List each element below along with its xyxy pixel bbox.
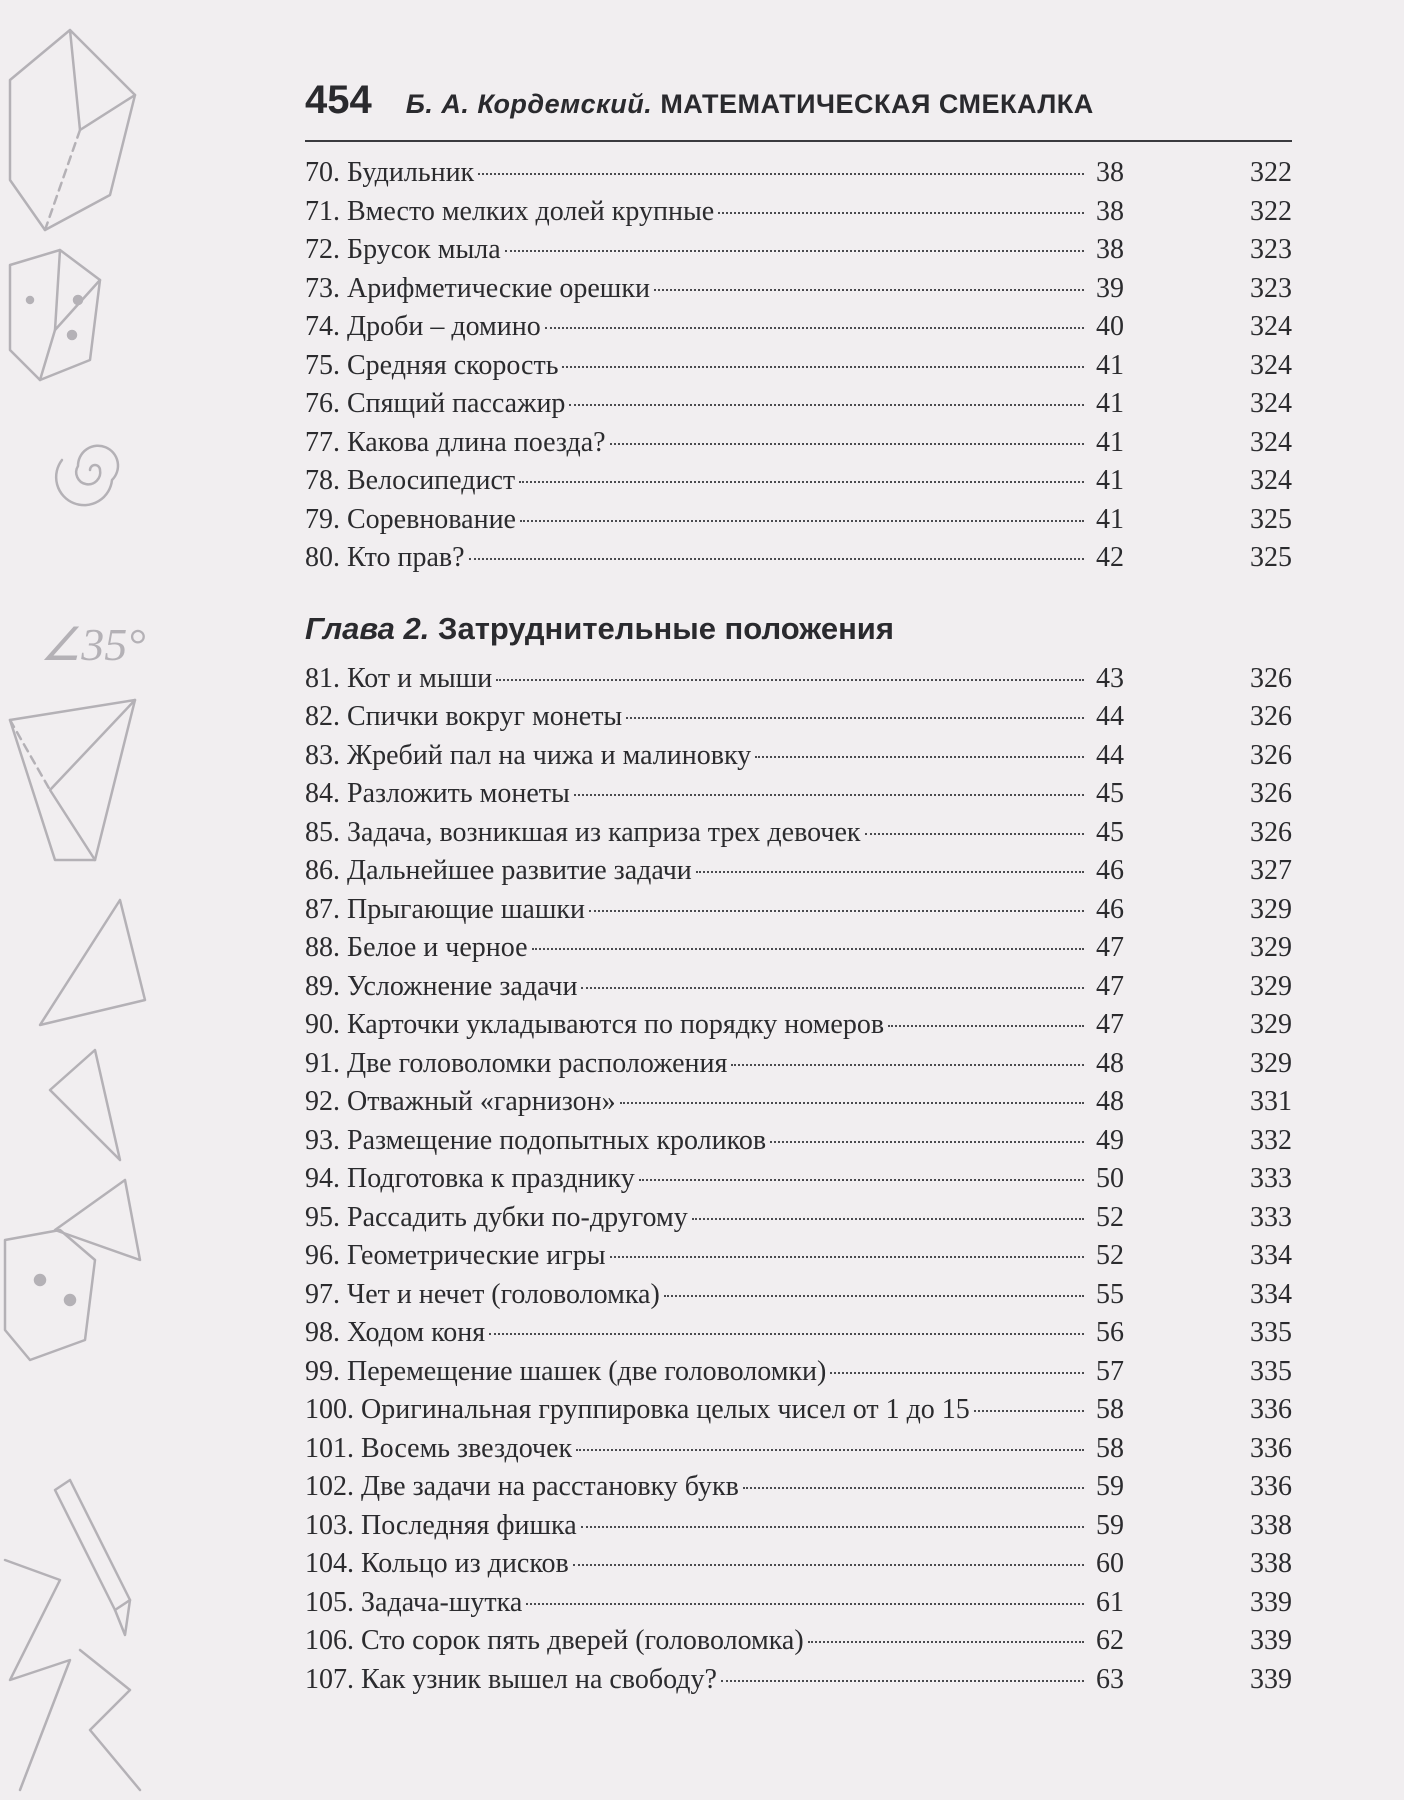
answer-page-ref: 324 [1250, 311, 1292, 342]
page-ref: 47 [1096, 932, 1124, 963]
entry-title: 96. Геометрические игры [305, 1240, 606, 1271]
running-title [406, 89, 1094, 120]
page-ref: 58 [1096, 1432, 1124, 1464]
page-ref: 44 [1096, 701, 1124, 732]
dot-leader [692, 1218, 1084, 1220]
entry-title: 79. Соревнование [305, 503, 516, 535]
answer-page-ref: 322 [1250, 157, 1292, 188]
answer-page-ref: 329 [1250, 1009, 1292, 1040]
dot-leader [496, 679, 1084, 681]
dot-leader [639, 1179, 1084, 1181]
answer-page-ref: 339 [1250, 1586, 1292, 1618]
triangle-icon [40, 900, 145, 1260]
dot-leader [469, 558, 1084, 560]
dot-leader [489, 1333, 1084, 1335]
pyramid-icon [10, 700, 135, 860]
page-ref: 52 [1096, 1240, 1124, 1271]
dot-leader [573, 1564, 1084, 1566]
answer-page-ref: 325 [1250, 503, 1292, 535]
answer-page-ref: 329 [1250, 970, 1292, 1002]
answer-page-ref: 326 [1250, 701, 1292, 732]
answer-page-ref: 324 [1250, 388, 1292, 419]
entry-title: 84. Разложить монеты [305, 778, 570, 809]
page-ref: 63 [1096, 1663, 1124, 1695]
page-ref: 57 [1096, 1355, 1124, 1387]
author-name: Б. А. Кордемский. [405, 89, 653, 119]
toc-entry [305, 852, 1292, 891]
dot-leader [626, 717, 1084, 719]
running-header [305, 78, 1292, 142]
dot-leader [545, 327, 1084, 329]
answer-page-ref: 331 [1250, 1086, 1292, 1117]
answer-page-ref: 322 [1250, 195, 1292, 227]
entry-title: 70. Будильник [305, 157, 475, 188]
page-ref: 41 [1096, 503, 1124, 535]
page-ref: 41 [1096, 426, 1124, 458]
answer-page-ref: 335 [1250, 1317, 1292, 1348]
page-ref: 46 [1096, 893, 1124, 925]
entry-title: 91. Две головоломки расположения [305, 1047, 728, 1079]
dot-leader [721, 1680, 1084, 1682]
answer-page-ref: 338 [1250, 1548, 1292, 1579]
toc-entry [305, 308, 1292, 347]
dot-leader [520, 520, 1084, 522]
page-ref: 41 [1096, 349, 1124, 381]
lightning-icon [5, 1560, 140, 1790]
toc-entry [305, 1584, 1292, 1623]
dot-leader [770, 1141, 1084, 1143]
toc-entry [305, 1314, 1292, 1353]
dot-leader [532, 948, 1085, 950]
entry-title: 72. Брусок мыла [305, 234, 501, 265]
entry-title: 100. Оригинальная группировка целых чисел от 1 до 15 [305, 1394, 970, 1425]
toc-entry [305, 1006, 1292, 1045]
page-ref: 41 [1096, 388, 1124, 419]
entry-title: 81. Кот и мыши [305, 662, 493, 694]
dot-leader [581, 1526, 1084, 1528]
page-ref: 38 [1096, 157, 1124, 188]
page-number: 454 [305, 78, 372, 122]
toc-entry [305, 424, 1292, 463]
angle-label: ∠35° [40, 619, 146, 670]
toc-entry [305, 775, 1292, 814]
toc-entry [305, 968, 1292, 1007]
entry-title: 97. Чет и нечет (головоломка) [305, 1278, 660, 1310]
entry-title: 71. Вместо мелких долей крупные [305, 195, 715, 227]
entry-title: 89. Усложнение задачи [305, 970, 578, 1002]
page-ref: 52 [1096, 1201, 1124, 1233]
entry-title: 102. Две задачи на расстановку букв [305, 1471, 739, 1502]
answer-page-ref: 326 [1250, 739, 1292, 771]
dot-leader [731, 1064, 1084, 1066]
cube-icon [10, 30, 135, 230]
dot-leader [562, 366, 1084, 368]
entry-title: 104. Кольцо из дисков [305, 1548, 569, 1579]
entry-title: 99. Перемещение шашек (две головоломки) [305, 1355, 827, 1387]
entry-title: 73. Арифметические орешки [305, 272, 650, 304]
answer-page-ref: 333 [1250, 1163, 1292, 1194]
toc-entry [305, 1083, 1292, 1122]
toc-entry [305, 231, 1292, 270]
answer-page-ref: 334 [1250, 1240, 1292, 1271]
answer-page-ref: 329 [1250, 932, 1292, 963]
page-ref: 45 [1096, 778, 1124, 809]
toc-entry [305, 1391, 1292, 1430]
answer-page-ref: 324 [1250, 426, 1292, 458]
answer-page-ref: 336 [1250, 1394, 1292, 1425]
entry-title: 90. Карточки укладываются по порядку номеров [305, 1009, 885, 1040]
page-ref: 38 [1096, 195, 1124, 227]
entry-title: 74. Дроби – домино [305, 311, 541, 342]
dot-leader [888, 1025, 1084, 1027]
answer-page-ref: 339 [1250, 1625, 1292, 1656]
answer-page-ref: 327 [1250, 855, 1292, 886]
page-ref: 55 [1096, 1278, 1124, 1310]
answer-page-ref: 334 [1250, 1278, 1292, 1310]
entry-title: 82. Спички вокруг монеты [305, 701, 623, 732]
answer-page-ref: 325 [1250, 542, 1292, 573]
toc-entry [305, 891, 1292, 930]
answer-page-ref: 333 [1250, 1201, 1292, 1233]
dot-leader [696, 871, 1084, 873]
entry-title: 88. Белое и черное [305, 932, 528, 963]
answer-page-ref: 323 [1250, 272, 1292, 304]
chapter-heading [305, 608, 1292, 650]
entry-title: 92. Отважный «гарнизон» [305, 1086, 616, 1117]
dot-leader [610, 443, 1084, 445]
page-ref: 40 [1096, 311, 1124, 342]
toc-entry [305, 501, 1292, 540]
page-ref: 39 [1096, 272, 1124, 304]
dot-leader [569, 404, 1084, 406]
page-ref: 47 [1096, 1009, 1124, 1040]
toc-entry [305, 154, 1292, 193]
entry-title: 107. Как узник вышел на свободу? [305, 1663, 717, 1695]
dot-leader [620, 1102, 1084, 1104]
toc-entry [305, 1545, 1292, 1584]
toc-entry [305, 660, 1292, 699]
dot-leader [519, 481, 1084, 483]
chapter-title: Затруднительные положения [438, 610, 894, 646]
entry-title: 95. Рассадить дубки по-другому [305, 1201, 688, 1233]
page-ref: 62 [1096, 1625, 1124, 1656]
toc-entry [305, 1430, 1292, 1469]
toc-entry [305, 1199, 1292, 1238]
entry-title: 75. Средняя скорость [305, 349, 559, 381]
toc-entry [305, 1276, 1292, 1315]
toc-list [305, 154, 1292, 578]
dot-leader [581, 987, 1084, 989]
dot-leader [974, 1410, 1084, 1412]
toc-entry [305, 1160, 1292, 1199]
dice-icon [5, 1230, 95, 1360]
entry-title: 98. Ходом коня [305, 1317, 486, 1348]
toc-entry [305, 193, 1292, 232]
answer-page-ref: 326 [1250, 778, 1292, 809]
dice-icon [10, 250, 100, 380]
answer-page-ref: 326 [1250, 816, 1292, 848]
answer-page-ref: 323 [1250, 234, 1292, 265]
spiral-icon [56, 446, 118, 505]
toc-entry [305, 737, 1292, 776]
dot-leader [505, 250, 1084, 252]
book-title: МАТЕМАТИЧЕСКАЯ СМЕКАЛКА [660, 89, 1094, 119]
entry-title: 85. Задача, возникшая из каприза трех девочек [305, 816, 861, 848]
page-ref: 56 [1096, 1317, 1124, 1348]
entry-title: 80. Кто прав? [305, 542, 465, 573]
answer-page-ref: 324 [1250, 465, 1292, 496]
page-ref: 43 [1096, 662, 1124, 694]
page-ref: 60 [1096, 1548, 1124, 1579]
toc-entry [305, 1661, 1292, 1700]
answer-page-ref: 335 [1250, 1355, 1292, 1387]
answer-page-ref: 336 [1250, 1432, 1292, 1464]
toc-entry [305, 1045, 1292, 1084]
entry-title: 76. Спящий пассажир [305, 388, 566, 419]
page-ref: 44 [1096, 739, 1124, 771]
toc-entry [305, 1237, 1292, 1276]
page-ref: 46 [1096, 855, 1124, 886]
entry-title: 77. Какова длина поезда? [305, 426, 606, 458]
dot-leader [574, 794, 1084, 796]
toc-entry [305, 1507, 1292, 1546]
toc-entry [305, 385, 1292, 424]
page-ref: 38 [1096, 234, 1124, 265]
margin-doodles [0, 0, 160, 1800]
page-ref: 59 [1096, 1509, 1124, 1541]
toc-entry [305, 1353, 1292, 1392]
page-ref: 49 [1096, 1124, 1124, 1156]
page-ref: 50 [1096, 1163, 1124, 1194]
toc-entry [305, 462, 1292, 501]
dot-leader [808, 1641, 1084, 1643]
pencil-icon [55, 1480, 130, 1635]
page-ref: 59 [1096, 1471, 1124, 1502]
chapter-label: Глава 2. [305, 610, 430, 646]
entry-title: 101. Восемь звездочек [305, 1432, 573, 1464]
dot-leader [743, 1487, 1084, 1489]
answer-page-ref: 332 [1250, 1124, 1292, 1156]
answer-page-ref: 339 [1250, 1663, 1292, 1695]
book-page [305, 78, 1292, 1699]
dot-leader [526, 1603, 1084, 1605]
answer-page-ref: 324 [1250, 349, 1292, 381]
toc-list [305, 660, 1292, 1700]
entry-title: 86. Дальнейшее развитие задачи [305, 855, 692, 886]
dot-leader [610, 1256, 1084, 1258]
answer-page-ref: 329 [1250, 893, 1292, 925]
dot-leader [664, 1295, 1084, 1297]
toc-entry [305, 1622, 1292, 1661]
answer-page-ref: 338 [1250, 1509, 1292, 1541]
page-ref: 61 [1096, 1586, 1124, 1618]
dot-leader [865, 833, 1084, 835]
dot-leader [755, 756, 1084, 758]
entry-title: 94. Подготовка к празднику [305, 1163, 635, 1194]
page-ref: 42 [1096, 542, 1124, 573]
entry-title: 78. Велосипедист [305, 465, 516, 496]
toc-entry [305, 814, 1292, 853]
toc-entry [305, 539, 1292, 578]
toc-entry [305, 270, 1292, 309]
page-ref: 41 [1096, 465, 1124, 496]
dot-leader [576, 1449, 1084, 1451]
entry-title: 83. Жребий пал на чижа и малиновку [305, 739, 752, 771]
toc-entry [305, 698, 1292, 737]
toc-entry [305, 347, 1292, 386]
toc-entry [305, 1468, 1292, 1507]
page-ref: 45 [1096, 816, 1124, 848]
dot-leader [589, 910, 1084, 912]
entry-title: 87. Прыгающие шашки [305, 893, 585, 925]
dot-leader [830, 1372, 1084, 1374]
page-ref: 48 [1096, 1086, 1124, 1117]
entry-title: 105. Задача-шутка [305, 1586, 523, 1618]
dot-leader [718, 212, 1084, 214]
dot-leader [478, 173, 1084, 175]
answer-page-ref: 326 [1250, 662, 1292, 694]
dot-leader [654, 289, 1084, 291]
toc-entry [305, 1122, 1292, 1161]
entry-title: 103. Последняя фишка [305, 1509, 577, 1541]
entry-title: 106. Сто сорок пять дверей (головоломка) [305, 1625, 804, 1656]
toc-entry [305, 929, 1292, 968]
page-ref: 58 [1096, 1394, 1124, 1425]
answer-page-ref: 329 [1250, 1047, 1292, 1079]
entry-title: 93. Размещение подопытных кроликов [305, 1124, 767, 1156]
page-ref: 48 [1096, 1047, 1124, 1079]
page-ref: 47 [1096, 970, 1124, 1002]
answer-page-ref: 336 [1250, 1471, 1292, 1502]
